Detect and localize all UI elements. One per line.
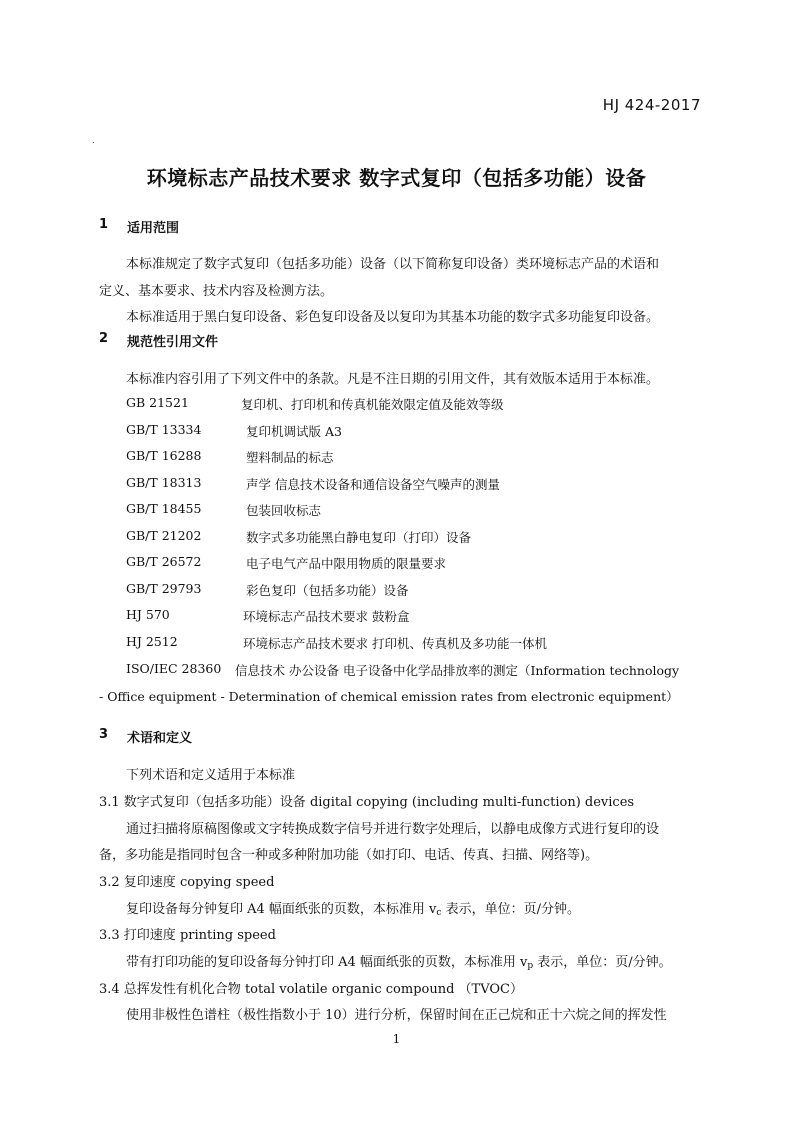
subscript: c bbox=[436, 908, 442, 918]
page-number: 1 bbox=[392, 1032, 401, 1046]
subscript: p bbox=[527, 961, 534, 971]
reference-code: HJ 570 bbox=[126, 607, 170, 622]
reference-code: GB 21521 bbox=[126, 395, 189, 410]
page-mark: . bbox=[92, 136, 95, 145]
term-3-2-definition bbox=[126, 898, 580, 918]
definition-text: 带有打印功能的复印设备每分钟打印 A4 幅面纸张的页数，本标准用 v bbox=[126, 955, 528, 970]
section-title: 术语和定义 bbox=[127, 731, 193, 746]
section-title: 适用范围 bbox=[127, 221, 180, 236]
reference-title: 复印机、打印机和传真机能效限定值及能效等级 bbox=[241, 397, 504, 412]
reference-title: 塑料制品的标志 bbox=[246, 450, 334, 465]
term-3-4-heading: 3.4 总挥发性有机化合物 total volatile organic compound （TVOC） bbox=[99, 982, 523, 997]
references-intro: 本标准内容引用了下列文件中的条款。凡是不注日期的引用文件，其有效版本适用于本标准。 bbox=[126, 372, 660, 387]
reference-title: 环境标志产品技术要求 打印机、传真机及多功能一体机 bbox=[243, 636, 547, 651]
term-3-4-definition-line-1: 使用非极性色谱柱（极性指数小于 10）进行分析，保留时间在正己烷和正十六烷之间的挥发性 bbox=[126, 1008, 667, 1023]
reference-title: 包装回收标志 bbox=[246, 503, 322, 518]
term-3-1-definition-line-1: 通过扫描将原稿图像或文字转换成数字信号并进行数字处理后，以静电成像方式进行复印的设 bbox=[126, 822, 660, 837]
document-title: 环境标志产品技术要求 数字式复印（包括多功能）设备 bbox=[146, 166, 647, 190]
reference-title: 环境标志产品技术要求 鼓粉盒 bbox=[243, 609, 410, 624]
term-3-3-definition bbox=[126, 951, 672, 971]
definition-text: 复印设备每分钟复印 A4 幅面纸张的页数，本标准用 v bbox=[126, 902, 437, 917]
term-3-3-heading: 3.3 打印速度 printing speed bbox=[99, 928, 276, 943]
reference-title: 电子电气产品中限用物质的限量要求 bbox=[246, 556, 447, 571]
reference-title: 信息技术 办公设备 电子设备中化学品排放率的测定（Information technology bbox=[235, 663, 680, 678]
section-2-heading bbox=[99, 331, 399, 349]
definition-text: 表示，单位：页/分钟。 bbox=[533, 955, 672, 970]
reference-title: 声学 信息技术设备和通信设备空气噪声的测量 bbox=[246, 477, 500, 492]
section-3-heading bbox=[99, 727, 399, 745]
reference-code: GB/T 13334 bbox=[126, 422, 202, 437]
section-number: 3 bbox=[99, 727, 109, 742]
section-number: 2 bbox=[99, 331, 109, 346]
reference-code: GB/T 26572 bbox=[126, 554, 202, 569]
reference-code: GB/T 21202 bbox=[126, 528, 202, 543]
reference-title: 彩色复印（包括多功能）设备 bbox=[246, 583, 409, 598]
reference-title: 复印机调试版 A3 bbox=[246, 424, 342, 439]
reference-code: HJ 2512 bbox=[126, 634, 178, 649]
term-3-2-heading: 3.2 复印速度 copying speed bbox=[99, 875, 275, 890]
definition-text: 表示，单位：页/分钟。 bbox=[441, 902, 580, 917]
reference-code: GB/T 18455 bbox=[126, 501, 202, 516]
reference-code: GB/T 16288 bbox=[126, 448, 202, 463]
section-1-heading bbox=[99, 217, 399, 235]
reference-code: GB/T 18313 bbox=[126, 475, 202, 490]
reference-code: ISO/IEC 28360 bbox=[126, 661, 222, 676]
term-3-1-definition-line-2: 备，多功能是指同时包含一种或多种附加功能（如打印、电话、传真、扫描、网络等)。 bbox=[99, 848, 599, 863]
section-title: 规范性引用文件 bbox=[127, 335, 219, 350]
term-3-1-heading: 3.1 数字式复印（包括多功能）设备 digital copying (including multi-function) devices bbox=[99, 795, 635, 810]
terms-intro: 下列术语和定义适用于本标准 bbox=[126, 768, 296, 783]
scope-paragraph-2: 本标准适用于黑白复印设备、彩色复印设备及以复印为其基本功能的数字式多功能复印设备。 bbox=[126, 310, 660, 325]
standard-code: HJ 424-2017 bbox=[602, 96, 701, 114]
scope-paragraph-line-1: 本标准规定了数字式复印（包括多功能）设备（以下简称复印设备）类环境标志产品的术语和 bbox=[126, 257, 660, 272]
section-number: 1 bbox=[99, 217, 109, 232]
reference-code: GB/T 29793 bbox=[126, 581, 202, 596]
reference-title: 数字式多功能黑白静电复印（打印）设备 bbox=[246, 530, 472, 545]
scope-paragraph-line-2: 定义、基本要求、技术内容及检测方法。 bbox=[99, 284, 334, 299]
reference-title-continued: - Office equipment - Determination of chemical emission rates from electronic equipment） bbox=[99, 689, 679, 704]
